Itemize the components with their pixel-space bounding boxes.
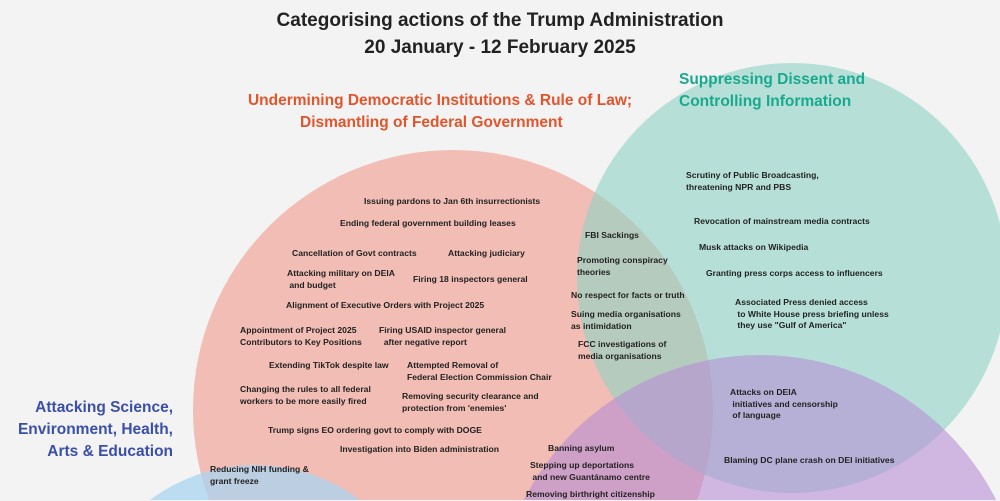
action-item: Firing 18 inspectors general (413, 274, 528, 284)
category-science-label (0, 397, 173, 463)
diagram-title: Categorising actions of the Trump Administration (276, 10, 724, 31)
action-item: Blaming DC plane crash on DEI initiatives (724, 455, 895, 465)
action-item: Attacking judiciary (448, 248, 525, 258)
category-democratic-line2: Dismantling of Federal Government (300, 114, 563, 131)
category-dissent-label (679, 69, 865, 113)
diagram-subtitle: 20 January - 12 February 2025 (364, 37, 636, 58)
action-item: Associated Press denied access to White House press briefing unless they use "Gulf of America" (735, 297, 889, 330)
action-item: Changing the rules to all federal workers to be more easily fired (240, 384, 371, 406)
action-item: Trump signs EO ordering govt to comply with DOGE (268, 425, 482, 435)
category-democratic-line1: Undermining Democratic Institutions & Rule of Law; (247, 92, 633, 109)
action-item: Banning asylum (548, 443, 615, 453)
action-item: Appointment of Project 2025 Contributors to Key Positions (240, 325, 362, 347)
category-science-line2: Environment, Health, (17, 421, 173, 438)
action-item: Ending federal government building leases (340, 218, 516, 228)
action-item: FBI Sackings (585, 230, 639, 240)
action-item: Extending TikTok despite law (269, 360, 389, 370)
action-item: Issuing pardons to Jan 6th insurrectionists (364, 196, 541, 206)
action-item: Suing media organisations as intimidation (571, 309, 681, 331)
action-item: No respect for facts or truth (571, 290, 685, 300)
action-item: Granting press corps access to influencers (706, 268, 883, 278)
action-item: Cancellation of Govt contracts (292, 248, 417, 258)
action-item: Scrutiny of Public Broadcasting, threatening NPR and PBS (686, 170, 819, 192)
action-item: Revocation of mainstream media contracts (694, 216, 870, 226)
action-item: Musk attacks on Wikipedia (699, 242, 809, 252)
action-item: Promoting conspiracy theories (577, 255, 668, 277)
action-item: FCC investigations of media organisations (578, 339, 667, 361)
category-dissent-line2: Controlling Information (679, 93, 852, 110)
action-item: Attacking military on DEIA and budget (287, 268, 395, 290)
action-item: Stepping up deportations and new Guantánamo centre (530, 460, 650, 482)
action-item: Firing USAID inspector general after negative report (379, 325, 507, 347)
action-item: Investigation into Biden administration (340, 444, 499, 454)
category-science-line1: Attacking Science, (35, 399, 173, 416)
category-science-line3: Arts & Education (47, 443, 173, 460)
action-item: Removing birthright citizenship (526, 489, 655, 499)
action-item: Alignment of Executive Orders with Project 2025 (286, 300, 485, 310)
category-democratic-label (240, 90, 640, 134)
category-dissent-line1: Suppressing Dissent and (679, 71, 866, 88)
action-item: Attacks on DEIA initiatives and censorship of language (730, 387, 838, 420)
action-item: Attempted Removal of Federal Election Commission Chair (407, 360, 552, 382)
action-item: Removing security clearance and protection from 'enemies' (402, 391, 539, 413)
action-item: Reducing NIH funding & grant freeze (210, 464, 309, 486)
